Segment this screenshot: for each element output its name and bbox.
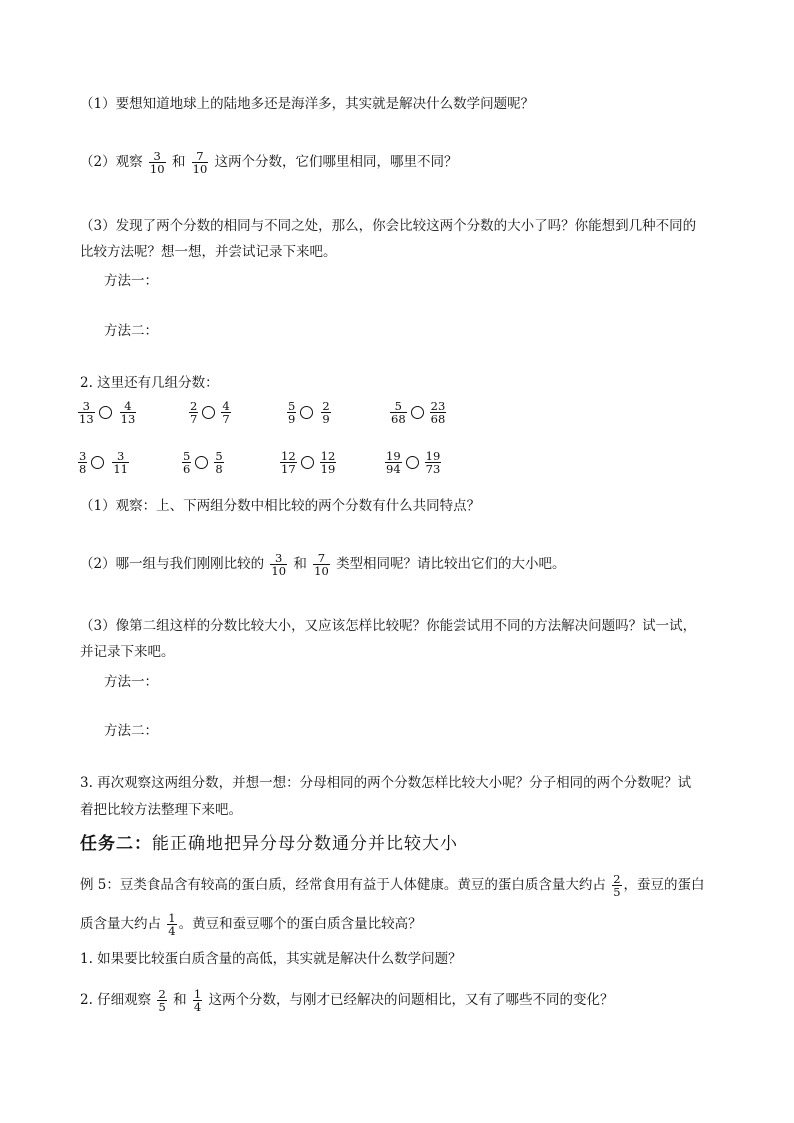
comparison-circle[interactable] bbox=[99, 406, 112, 419]
s3-line2: 着把比较方法整理下来吧。 bbox=[80, 802, 242, 818]
comparison-item: $\frac{2}{7}$ $\frac{4}{7}$ bbox=[190, 399, 230, 426]
comparison-item: $\frac{5}{68}$ $\frac{23}{68}$ bbox=[391, 399, 446, 426]
comparison-item: $\frac{19}{94}$ $\frac{19}{73}$ bbox=[386, 449, 441, 476]
s2-method-1: 方法一： bbox=[104, 674, 158, 690]
s2-question-3-line2: 并记录下来吧。 bbox=[80, 644, 175, 660]
comparison-item: $\frac{3}{13}$ $\frac{4}{13}$ bbox=[79, 399, 136, 426]
fraction: $\frac{2}{5}$ bbox=[158, 987, 166, 1014]
comparison-circle[interactable] bbox=[91, 456, 104, 469]
s1-method-1: 方法一： bbox=[104, 273, 158, 289]
comparison-circle[interactable] bbox=[406, 456, 419, 469]
comparison-circle[interactable] bbox=[300, 406, 313, 419]
s1-question-3-line1: （3）发现了两个分数的相同与不同之处，那么，你会比较这两个分数的大小了吗？你能想到几种不同的 bbox=[80, 218, 697, 234]
fraction: $\frac{3}{10}$ bbox=[149, 149, 165, 176]
comparison-circle[interactable] bbox=[411, 406, 424, 419]
s3-line1: 3. 再次观察这两组分数，并想一想：分母相同的两个分数怎样比较大小呢？分子相同的两个分数呢？试 bbox=[80, 775, 692, 791]
s1-question-1: （1）要想知道地球上的陆地多还是海洋多，其实就是解决什么数学问题呢？ bbox=[80, 96, 535, 112]
s1-method-2: 方法二： bbox=[104, 323, 158, 339]
s2-title: 2. 这里还有几组分数： bbox=[80, 375, 219, 391]
example5-line1: 例 5：豆类食品含有较高的蛋白质，经常食用有益于人体健康。黄豆的蛋白质含量大约占 $\frac{2}{5}$ ，蚕豆的蛋白 bbox=[80, 872, 705, 899]
example5-question-1: 1. 如果要比较蛋白质含量的高低，其实就是解决什么数学问题？ bbox=[80, 951, 462, 967]
fraction: $\frac{7}{10}$ bbox=[314, 551, 329, 578]
task2-heading: 任务二：能正确地把异分母分数通分并比较大小 bbox=[80, 834, 458, 854]
comparison-item: $\frac{5}{9}$ $\frac{2}{9}$ bbox=[288, 399, 330, 426]
s1-question-3-line2: 比较方法呢？想一想，并尝试记录下来吧。 bbox=[80, 244, 337, 260]
comparison-item: $\frac{12}{17}$ $\frac{12}{19}$ bbox=[281, 449, 336, 476]
fraction: $\frac{1}{4}$ bbox=[168, 911, 176, 938]
s2-method-2: 方法二： bbox=[104, 723, 158, 739]
example5-line2: 质含量大约占 $\frac{1}{4}$ 。黄豆和蚕豆哪个的蛋白质含量比较高？ bbox=[80, 911, 422, 938]
comparison-circle[interactable] bbox=[301, 456, 314, 469]
s2-question-3-line1: （3）像第二组这样的分数比较大小，又应该怎样比较呢？你能尝试用不同的方法解决问题吗？试一试， bbox=[80, 618, 697, 634]
comparison-circle[interactable] bbox=[202, 406, 215, 419]
example5-question-2: 2. 仔细观察 $\frac{2}{5}$ 和 $\frac{1}{4}$ 这两个分数，与刚才已经解决的问题相比，又有了哪些不同的变化？ bbox=[80, 987, 614, 1014]
s2-question-2: （2）哪一组与我们刚刚比较的 $\frac{3}{10}$ 和 $\frac{7}{10}$ 类型相同呢？请比较出它们的大小吧。 bbox=[80, 551, 566, 578]
fraction: $\frac{1}{4}$ bbox=[193, 987, 202, 1014]
fraction: $\frac{7}{10}$ bbox=[192, 149, 208, 176]
s1-question-2: （2）观察 $\frac{3}{10}$ 和 $\frac{7}{10}$ 这两个分数，它们哪里相同，哪里不同？ bbox=[80, 149, 458, 176]
s2-question-1: （1）观察：上、下两组分数中相比较的两个分数有什么共同特点？ bbox=[80, 498, 481, 514]
comparison-circle[interactable] bbox=[195, 456, 208, 469]
comparison-item: $\frac{3}{8}$ $\frac{3}{11}$ bbox=[79, 449, 128, 476]
fraction: $\frac{3}{10}$ bbox=[271, 551, 287, 578]
fraction: $\frac{2}{5}$ bbox=[613, 872, 621, 899]
comparison-item: $\frac{5}{6}$ $\frac{5}{8}$ bbox=[183, 449, 223, 476]
